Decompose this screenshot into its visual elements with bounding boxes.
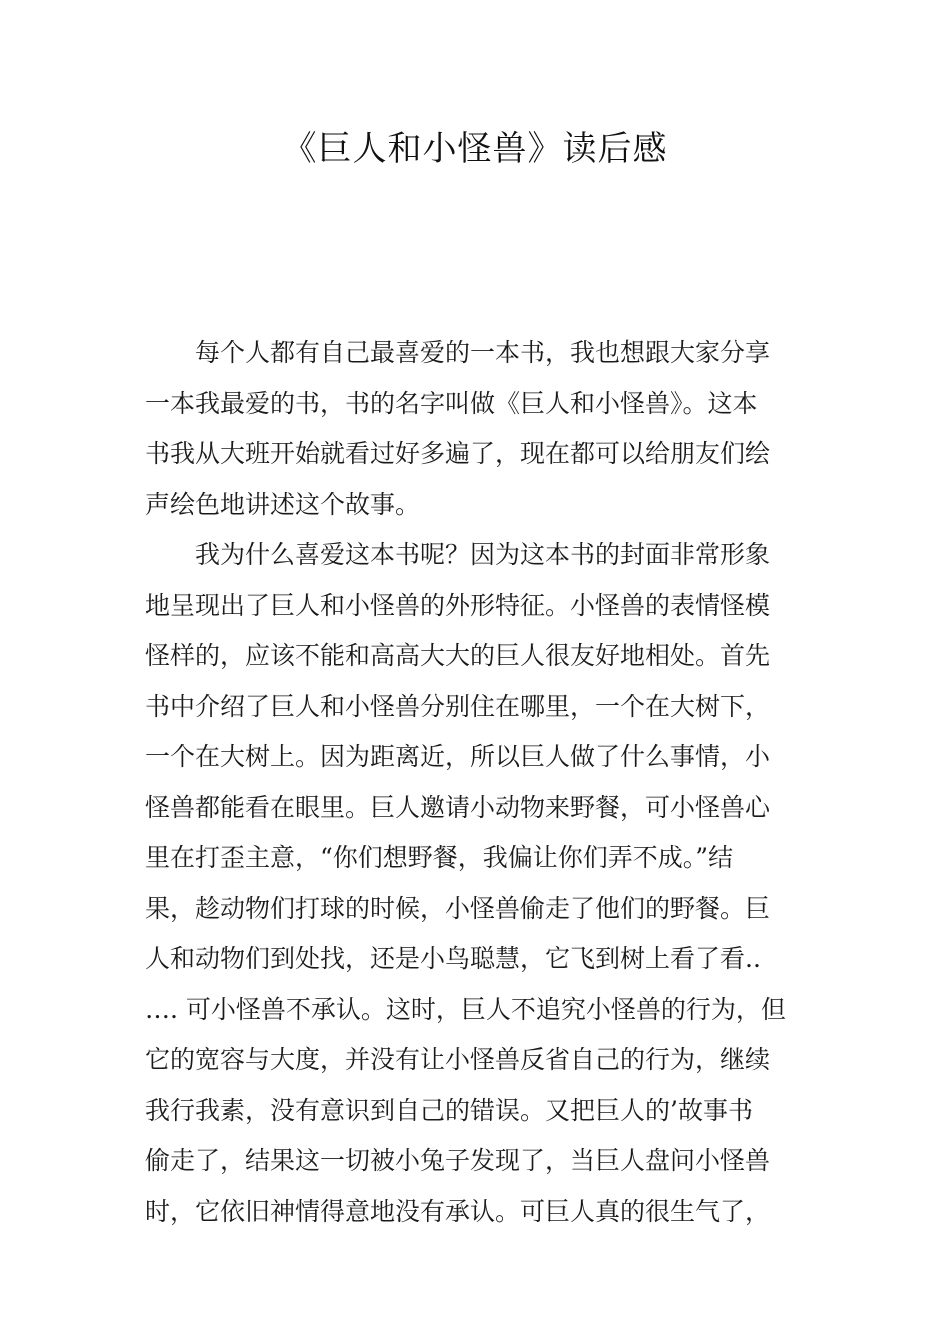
text-line: 每个人都有自己最喜爱的一本书，我也想跟大家分享 — [195, 338, 771, 367]
paragraph-2 — [145, 530, 809, 1237]
text-line: 怪兽都能看在眼里。巨人邀请小动物来野餐，可小怪兽心 — [145, 792, 771, 822]
text-line: 一本我最爱的书，书的名字叫做《巨人和小怪兽》。这本 — [145, 388, 758, 418]
text-line: 一个在大树上。因为距离近，所以巨人做了什么事情，小 — [145, 742, 771, 771]
paragraph-1 — [145, 328, 809, 530]
text-line: 怪样的，应该不能和高高大大的巨人很友好地相处。首先 — [145, 641, 771, 670]
text-line: 书我从大班开始就看过好多遍了，现在都可以给朋友们绘 — [145, 439, 771, 468]
text-line: 书中介绍了巨人和小怪兽分别住在哪里，一个在大树下， — [145, 691, 771, 721]
text-line: 时，它依旧神情得意地没有承认。可巨人真的很生气了， — [145, 1196, 771, 1226]
text-line: 偷走了，结果这一切被小兔子发现了，当巨人盘问小怪兽 — [145, 1146, 771, 1175]
text-line: 果，趁动物们打球的时候，小怪兽偷走了他们的野餐。巨 — [145, 893, 771, 923]
text-line: 里在打歪主意，“你们想野餐，我偏让你们弄不成。”结 — [145, 843, 734, 872]
text-line: 人和动物们到处找，还是小鸟聪慧，它飞到树上看了看.. — [145, 944, 761, 973]
document-title: 《巨人和小怪兽》读后感 — [282, 129, 668, 169]
text-line: 它的宽容与大度，并没有让小怪兽反省自己的行为，继续 — [145, 1045, 771, 1074]
text-line: 我为什么喜爱这本书呢？因为这本书的封面非常形象 — [195, 540, 771, 569]
text-line: 声绘色地讲述这个故事。 — [145, 489, 421, 519]
text-line: …. 可小怪兽不承认。这时，巨人不追究小怪兽的行为，但 — [145, 994, 786, 1024]
document-body — [145, 328, 809, 1237]
text-line: 地呈现出了巨人和小怪兽的外形特征。小怪兽的表情怪模 — [145, 590, 771, 620]
text-line: 我行我素，没有意识到自己的错误。又把巨人的’故事书 — [145, 1095, 753, 1125]
